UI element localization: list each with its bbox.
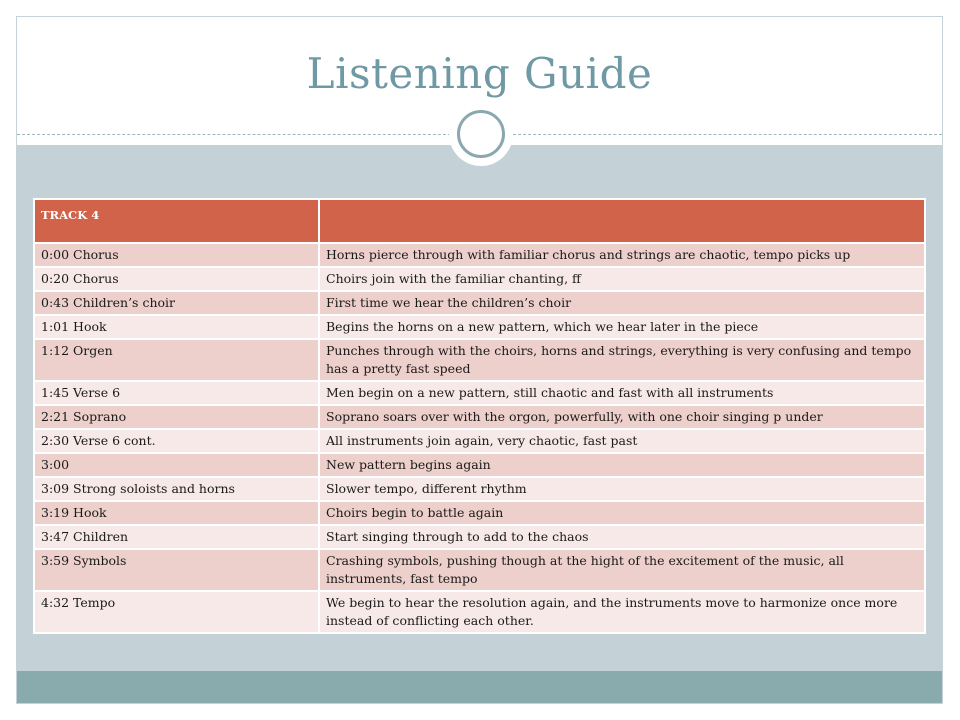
description-cell: First time we hear the children’s choir xyxy=(319,291,925,315)
description-cell: We begin to hear the resolution again, and the instruments move to harmonize once more instead of conflicting each other. xyxy=(319,591,925,633)
table-row xyxy=(34,291,925,315)
time-section-cell: 0:20 Chorus xyxy=(34,267,319,291)
description-cell: Crashing symbols, pushing though at the hight of the excitement of the music, all instruments, fast tempo xyxy=(319,549,925,591)
time-section-cell: 3:59 Symbols xyxy=(34,549,319,591)
header-cell-track: TRACK 4 xyxy=(34,199,319,243)
description-cell: Soprano soars over with the orgon, powerfully, with one choir singing p under xyxy=(319,405,925,429)
ring-icon xyxy=(457,110,505,158)
table-row xyxy=(34,243,925,267)
time-section-cell: 0:43 Children’s choir xyxy=(34,291,319,315)
time-section-cell: 3:47 Children xyxy=(34,525,319,549)
time-section-cell: 4:32 Tempo xyxy=(34,591,319,633)
description-cell: Men begin on a new pattern, still chaotic and fast with all instruments xyxy=(319,381,925,405)
description-cell: Choirs join with the familiar chanting, ff xyxy=(319,267,925,291)
table-row xyxy=(34,591,925,633)
table-row xyxy=(34,477,925,501)
description-cell: Begins the horns on a new pattern, which we hear later in the piece xyxy=(319,315,925,339)
table-row xyxy=(34,525,925,549)
table-row xyxy=(34,339,925,381)
time-section-cell: 2:21 Soprano xyxy=(34,405,319,429)
description-cell: Punches through with the choirs, horns and strings, everything is very confusing and tempo has a pretty fast speed xyxy=(319,339,925,381)
listening-guide-table xyxy=(33,198,926,634)
table-row xyxy=(34,549,925,591)
header-cell-description xyxy=(319,199,925,243)
table-row xyxy=(34,381,925,405)
time-section-cell: 0:00 Chorus xyxy=(34,243,319,267)
time-section-cell: 3:19 Hook xyxy=(34,501,319,525)
time-section-cell: 1:12 Orgen xyxy=(34,339,319,381)
description-cell: New pattern begins again xyxy=(319,453,925,477)
slide-frame xyxy=(16,16,943,704)
footer-band xyxy=(17,671,942,704)
time-section-cell: 2:30 Verse 6 cont. xyxy=(34,429,319,453)
time-section-cell: 1:45 Verse 6 xyxy=(34,381,319,405)
description-cell: Horns pierce through with familiar chorus and strings are chaotic, tempo picks up xyxy=(319,243,925,267)
table-row xyxy=(34,315,925,339)
table-row xyxy=(34,501,925,525)
description-cell: All instruments join again, very chaotic, fast past xyxy=(319,429,925,453)
time-section-cell: 1:01 Hook xyxy=(34,315,319,339)
time-section-cell: 3:09 Strong soloists and horns xyxy=(34,477,319,501)
description-cell: Slower tempo, different rhythm xyxy=(319,477,925,501)
table-row xyxy=(34,453,925,477)
table-header-row xyxy=(34,199,925,243)
table-row xyxy=(34,429,925,453)
table-row xyxy=(34,267,925,291)
table-row xyxy=(34,405,925,429)
description-cell: Choirs begin to battle again xyxy=(319,501,925,525)
time-section-cell: 3:00 xyxy=(34,453,319,477)
slide-title: Listening Guide xyxy=(306,49,653,98)
description-cell: Start singing through to add to the chaos xyxy=(319,525,925,549)
